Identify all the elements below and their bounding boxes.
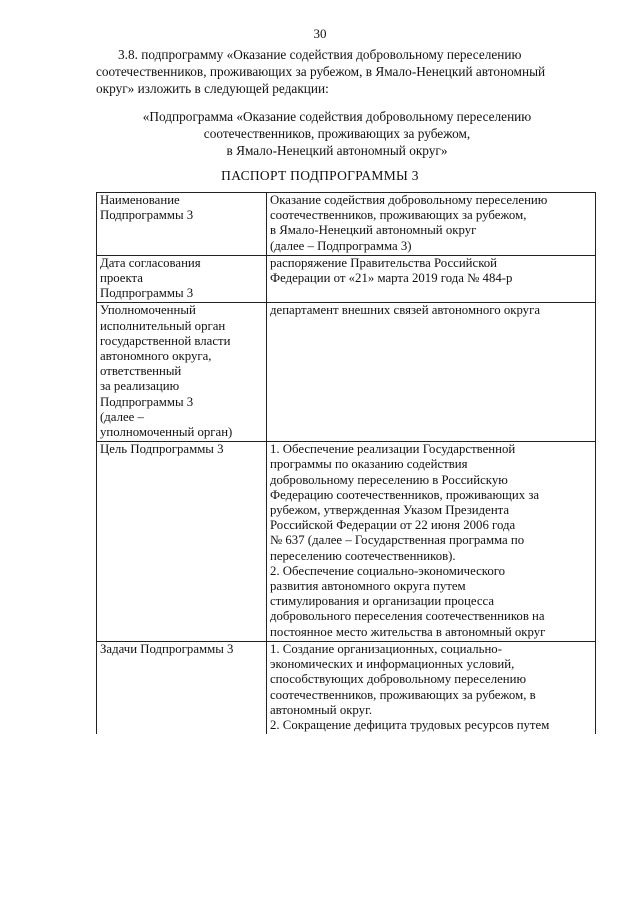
intro-paragraph <box>96 46 578 97</box>
value-line: способствующих добровольному переселению <box>270 672 527 687</box>
row-name <box>97 193 596 256</box>
value-line: добровольного переселения соотечественников на <box>270 609 545 624</box>
heading-line: «Подпрограмма «Оказание содействия добровольному переселению <box>142 109 532 124</box>
passport-title: ПАСПОРТ ПОДПРОГРАММЫ 3 <box>221 168 419 183</box>
label-line: Подпрограммы 3 <box>100 394 194 409</box>
value-line: 2. Обеспечение социально-экономического <box>270 563 506 578</box>
label-line: Уполномоченный <box>100 303 196 318</box>
row-label-cell <box>97 442 267 642</box>
heading-line: соотечественников, проживающих за рубежом, <box>203 126 471 141</box>
value-line: Российской Федерации от 22 июня 2006 года <box>270 518 516 533</box>
row-responsible-body <box>97 303 596 442</box>
value-line: распоряжение Правительства Российской <box>270 255 498 270</box>
value-line: 2. Сокращение дефицита трудовых ресурсов путем <box>270 717 550 732</box>
value-line: департамент внешних связей автономного округа <box>270 303 541 318</box>
value-line: добровольному переселению в Российскую <box>270 472 508 487</box>
value-line: рубежом, утвержденная Указом Президента <box>270 503 510 518</box>
page-number: 30 <box>313 26 327 41</box>
row-tasks <box>97 641 596 734</box>
label-line: Дата согласования <box>100 255 201 270</box>
row-approval-date <box>97 255 596 303</box>
row-label-cell <box>97 303 267 442</box>
row-label-cell <box>97 193 267 256</box>
subprogram-heading <box>96 108 578 159</box>
label-line: уполномоченный орган) <box>100 425 233 440</box>
passport-table <box>96 192 596 734</box>
value-line: переселению соотечественников). <box>270 548 456 563</box>
row-label-cell <box>97 641 267 734</box>
value-line: № 637 (далее – Государственная программа по <box>270 533 525 548</box>
label-line: проекта <box>100 271 143 286</box>
label-line: исполнительный орган <box>100 318 226 333</box>
label-line: Задачи Подпрограммы 3 <box>100 641 234 656</box>
value-line: соотечественников, проживающих за рубежом, <box>270 208 527 223</box>
value-line: программы по оказанию содействия <box>270 457 468 472</box>
value-line: (далее – Подпрограмма 3) <box>270 238 412 253</box>
value-line: 1. Создание организационных, социально- <box>270 641 502 656</box>
value-line: постоянное место жительства в автономный округ <box>270 624 546 639</box>
intro-line: округ» изложить в следующей редакции: <box>96 81 329 96</box>
label-line: (далее – <box>100 409 144 424</box>
row-value-cell <box>267 193 596 256</box>
value-line: автономный округ. <box>270 702 373 717</box>
value-line: 1. Обеспечение реализации Государственной <box>270 442 516 457</box>
label-line: государственной власти <box>100 333 231 348</box>
row-goal <box>97 442 596 642</box>
row-value-cell <box>267 303 596 442</box>
heading-line: в Ямало-Ненецкий автономный округ» <box>226 143 448 158</box>
label-line: ответственный <box>100 364 182 379</box>
intro-line: 3.8. подпрограмму «Оказание содействия добровольному переселению <box>118 47 522 62</box>
intro-line: соотечественников, проживающих за рубежом, в Ямало-Ненецкий автономный <box>96 64 546 79</box>
row-value-cell <box>267 442 596 642</box>
label-line: Подпрограммы 3 <box>100 208 194 223</box>
value-line: Федерацию соотечественников, проживающих за <box>270 487 540 502</box>
value-line: экономических и информационных условий, <box>270 657 515 672</box>
value-line: развития автономного округа путем <box>270 579 466 594</box>
label-line: автономного округа, <box>100 349 212 364</box>
value-line: стимулирования и организации процесса <box>270 594 495 609</box>
value-line: Федерации от «21» марта 2019 года № 484-р <box>270 271 513 286</box>
label-line: за реализацию <box>100 379 180 394</box>
label-line: Наименование <box>100 193 180 207</box>
value-line: Оказание содействия добровольному переселению <box>270 193 548 207</box>
value-line: соотечественников, проживающих за рубежом, в <box>270 687 536 702</box>
label-line: Цель Подпрограммы 3 <box>100 442 224 457</box>
row-value-cell <box>267 255 596 303</box>
row-label-cell <box>97 255 267 303</box>
label-line: Подпрограммы 3 <box>100 286 194 301</box>
value-line: в Ямало-Ненецкий автономный округ <box>270 223 477 238</box>
row-value-cell <box>267 641 596 734</box>
